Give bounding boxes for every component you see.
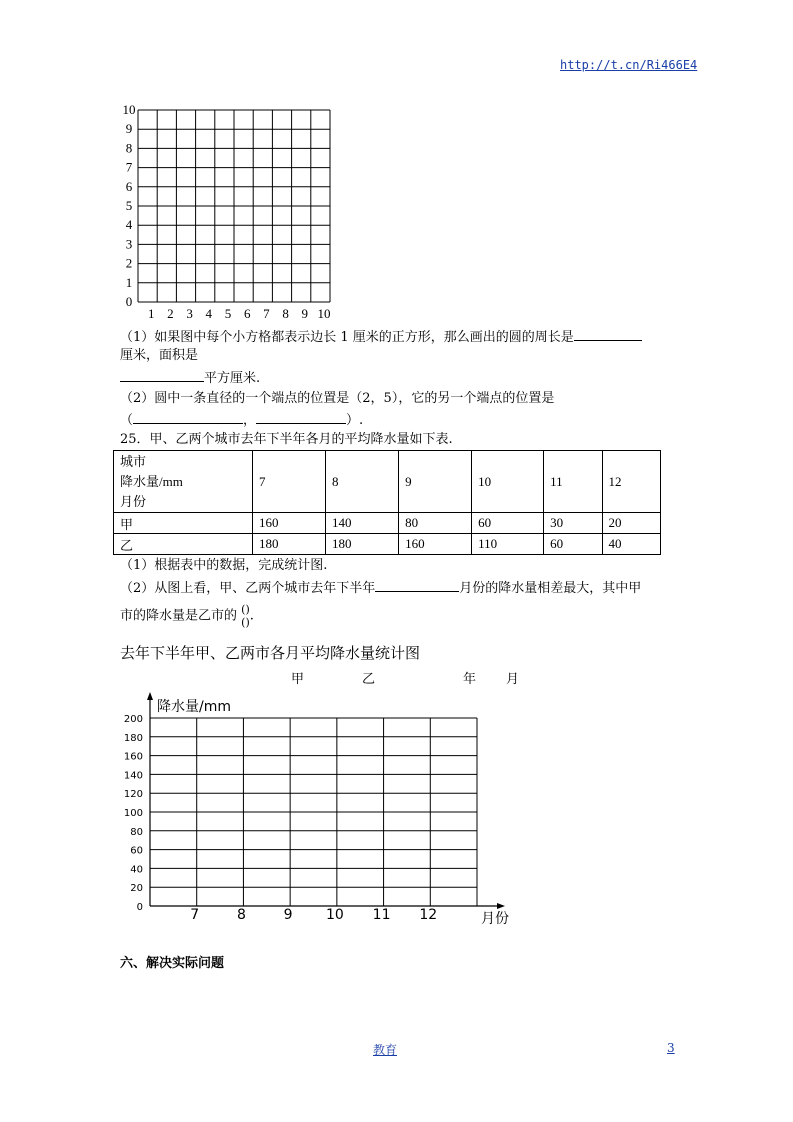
q24-part2	[120, 389, 554, 409]
answer-blank-x[interactable]	[133, 409, 243, 424]
grid-y-label: 4	[125, 217, 133, 233]
x-tick-label: 8	[236, 907, 246, 923]
grid-x-label: 9	[301, 306, 309, 321]
city-cell: 乙	[114, 534, 253, 555]
grid-x-label: 1	[147, 306, 155, 321]
page-number[interactable]: 3	[667, 1041, 675, 1055]
chart-month-label: 月	[506, 672, 520, 687]
y-tick-label: 100	[123, 808, 143, 819]
period: .	[249, 608, 254, 624]
grid-x-label: 3	[186, 306, 193, 321]
q24-part1	[120, 326, 642, 348]
grid-y-labels	[123, 102, 136, 309]
grid-y-label: 0	[125, 294, 133, 309]
grid-lines	[138, 110, 330, 302]
footer-link[interactable]: 教育	[373, 1043, 398, 1057]
grid-y-label: 9	[125, 121, 133, 137]
value-cell: 160	[253, 513, 326, 534]
city-cell: 甲	[114, 513, 253, 534]
value-cell: 20	[602, 513, 661, 534]
value-cell: 110	[472, 534, 544, 555]
answer-blank-area[interactable]	[120, 367, 204, 382]
corner-rainfall: 降水量/mm	[120, 473, 183, 489]
answer-blank-month[interactable]	[375, 577, 459, 592]
table-header-row	[114, 451, 661, 513]
q24-area-unit: 平方厘米.	[204, 371, 261, 386]
grid-x-label: 5	[224, 306, 232, 321]
q24-part1-text: （1）如果图中每个小方格都表示边长 1 厘米的正方形，那么画出的圆的周长是	[120, 330, 574, 345]
q25-sub1	[120, 556, 327, 576]
grid-x-label: 2	[167, 306, 174, 321]
grid-y-label: 5	[125, 198, 133, 213]
section6-title: 六、解决实际问题	[120, 956, 225, 971]
grid-x-label: 8	[282, 306, 289, 321]
month-header: 9	[399, 451, 472, 513]
x-tick-label: 9	[283, 907, 293, 923]
answer-fraction[interactable]	[241, 603, 250, 629]
corner-month: 月份	[120, 493, 147, 509]
value-cell: 140	[326, 513, 399, 534]
y-tick-label: 200	[123, 714, 143, 725]
q24-part1-line2	[120, 346, 198, 366]
grid-x-label: 4	[205, 306, 213, 321]
y-tick-label: 20	[130, 883, 143, 895]
month-header: 10	[472, 451, 544, 513]
q24-part1-unit: 厘米，面积是	[120, 348, 199, 363]
answer-blank-y[interactable]	[256, 409, 346, 424]
y-axis-arrow	[147, 692, 153, 700]
chart-title: 去年下半年甲、乙两市各月平均降水量统计图	[120, 644, 421, 662]
header-link[interactable]: http://t.cn/Ri466E4	[560, 58, 698, 72]
grid-y-label: 6	[125, 178, 133, 194]
coordinate-grid	[115, 100, 345, 322]
table-corner-cell	[114, 451, 253, 513]
q25-sub2	[120, 577, 641, 599]
value-cell: 180	[326, 534, 399, 555]
legend-b: 乙	[362, 672, 376, 687]
grid-y-label: 1	[125, 274, 133, 290]
table-row	[114, 513, 661, 534]
q25-intro-text: 25．甲、乙两个城市去年下半年各月的平均降水量如下表.	[120, 432, 453, 447]
fraction-denominator: ()	[241, 616, 250, 629]
rainfall-chart	[115, 690, 525, 930]
comma: ，	[243, 413, 257, 428]
month-header: 8	[326, 451, 399, 513]
value-cell: 40	[602, 534, 661, 555]
y-tick-label: 180	[123, 732, 143, 744]
y-tick-label: 60	[130, 845, 143, 857]
fraction-numerator: ()	[241, 603, 250, 616]
chart-year-label: 年	[463, 672, 477, 687]
y-tick-label: 80	[130, 826, 143, 838]
answer-blank-circumference[interactable]	[574, 326, 642, 341]
grid-y-label: 10	[122, 102, 136, 117]
q25-sub1-text: （1）根据表中的数据，完成统计图.	[120, 558, 328, 573]
value-cell: 30	[544, 513, 602, 534]
x-tick-label: 10	[325, 907, 344, 923]
q25-intro	[120, 430, 453, 450]
x-tick-label: 11	[372, 907, 391, 923]
q24-part1-line3	[120, 367, 260, 389]
value-cell: 160	[399, 534, 472, 555]
grid-x-label: 6	[243, 306, 251, 321]
y-tick-label: 120	[123, 789, 143, 801]
month-header: 11	[544, 451, 602, 513]
month-header: 7	[253, 451, 326, 513]
q24-part2-text: （2）圆中一条直径的一个端点的位置是（2，5），它的另一个端点的位置是	[120, 391, 555, 406]
y-tick-label: 140	[123, 770, 143, 782]
y-tick-label: 0	[136, 902, 143, 913]
value-cell: 180	[253, 534, 326, 555]
grid-y-label: 8	[125, 140, 133, 156]
grid-x-labels	[148, 306, 331, 321]
q25-sub2-text: （2）从图上看，甲、乙两个城市去年下半年	[120, 581, 376, 596]
value-cell: 80	[399, 513, 472, 534]
q25-sub2-text-c: 市的降水量是乙市的	[120, 608, 238, 624]
y-tick-label: 160	[123, 751, 143, 763]
paren-open: （	[120, 413, 134, 428]
value-cell: 60	[472, 513, 544, 534]
grid-x-label: 7	[263, 306, 270, 321]
q24-part2-line2	[120, 409, 363, 431]
grid-x-label: 10	[317, 306, 331, 321]
month-header: 12	[602, 451, 661, 513]
grid-y-label: 3	[125, 236, 133, 252]
x-tick-label: 7	[190, 907, 200, 923]
x-axis-arrow	[497, 903, 505, 909]
grid-y-label: 2	[125, 255, 133, 271]
q25-sub2-text-b: 月份的降水量相差最大，其中甲	[459, 581, 642, 596]
q25-sub2-line2	[120, 603, 254, 630]
x-tick-label: 12	[419, 907, 438, 923]
corner-city: 城市	[120, 453, 147, 469]
x-axis-label: 月份	[481, 911, 509, 927]
rainfall-table	[113, 450, 661, 555]
legend-a: 甲	[291, 672, 305, 687]
y-tick-label: 40	[130, 864, 143, 876]
y-axis-label: 降水量/mm	[157, 699, 231, 715]
value-cell: 60	[544, 534, 602, 555]
paren-close: ）.	[346, 413, 364, 428]
grid-y-label: 7	[125, 159, 133, 175]
table-row	[114, 534, 661, 555]
